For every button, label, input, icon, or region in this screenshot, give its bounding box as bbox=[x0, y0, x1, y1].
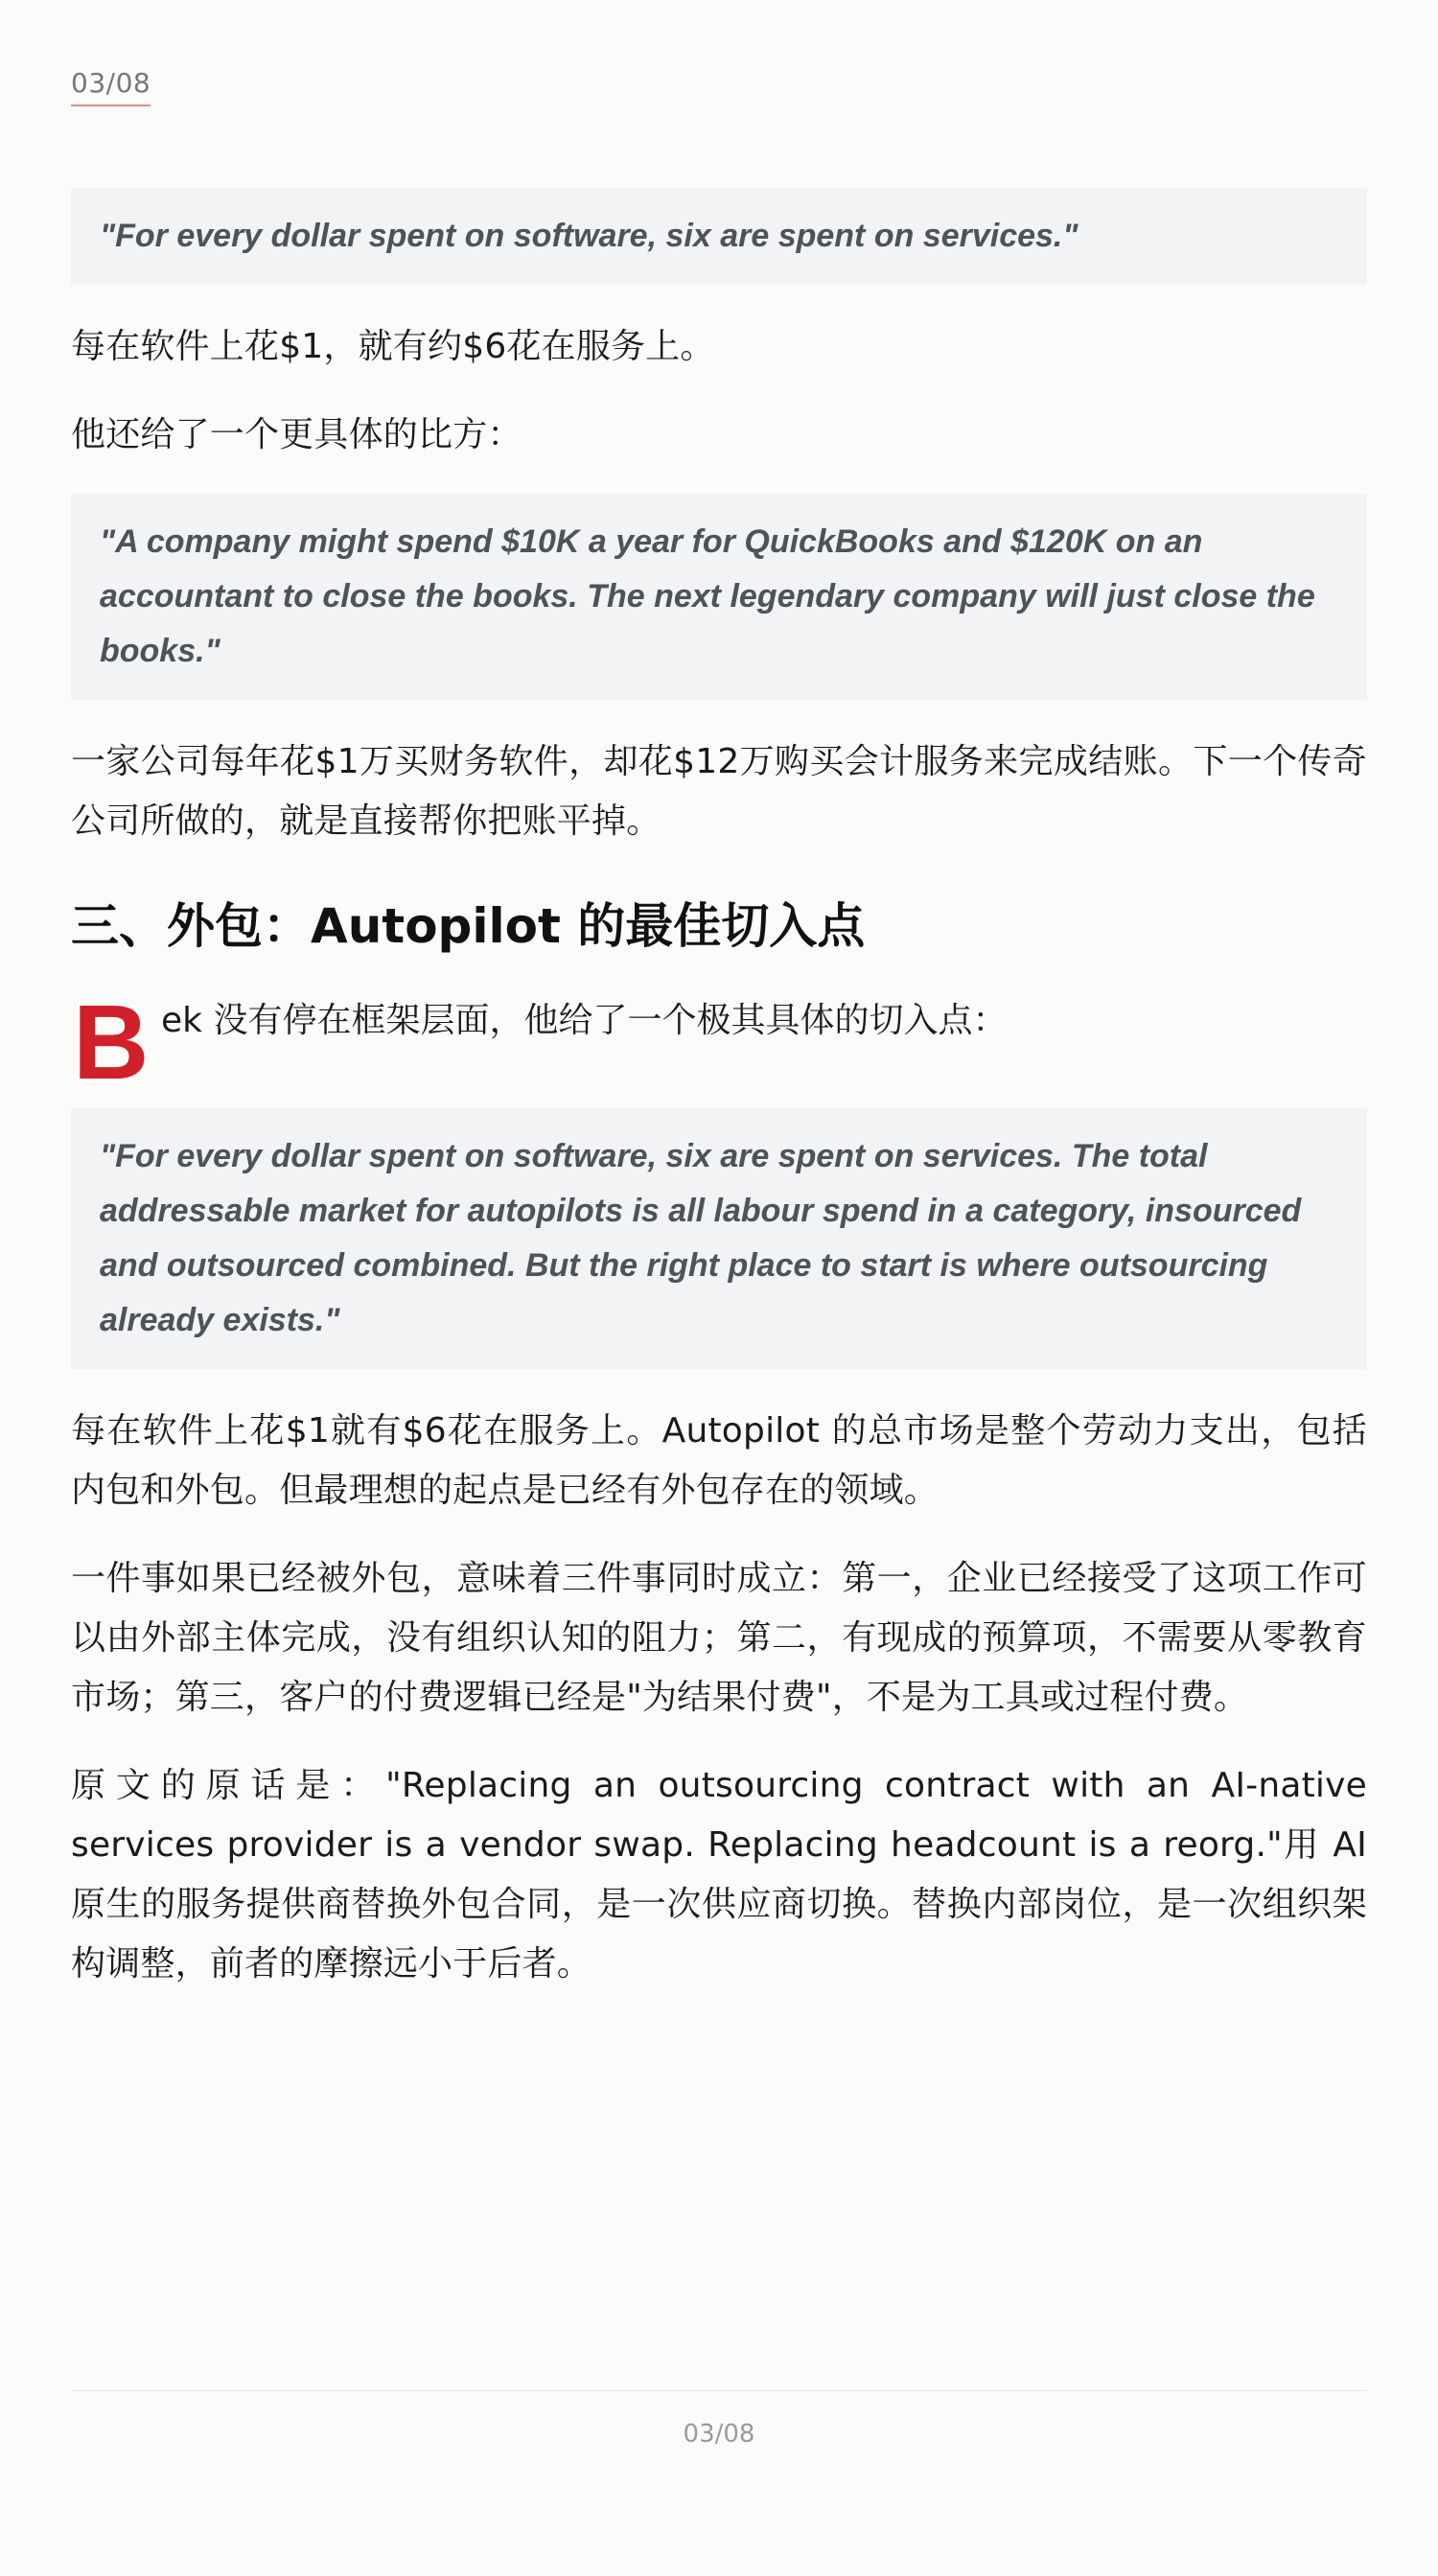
paragraph-4: 每在软件上花$1就有$6花在服务上。Autopilot 的总市场是整个劳动力支出，包括内包和外包。但最理想的起点是已经有外包存在的领域。 bbox=[71, 1411, 1367, 1510]
page-number-bottom: 03/08 bbox=[683, 2420, 755, 2448]
paragraph-1: 每在软件上花$1，就有约$6花在服务上。 bbox=[71, 327, 715, 366]
article-content bbox=[71, 188, 1367, 2023]
quote-block-3: "For every dollar spent on software, six are spent on services. The total addressable market for autopilots is all labour spend in a category, insourced and outsourced combined. But the right place to start is where outsourcing already exists." bbox=[71, 1108, 1367, 1369]
dropcap-paragraph bbox=[71, 984, 1367, 1102]
footer-divider bbox=[71, 2390, 1367, 2391]
paragraph-5: 一件事如果已经被外包，意味着三件事同时成立：第一，企业已经接受了这项工作可以由外部主体完成，没有组织认知的阻力；第二，有现成的预算项，不需要从零教育市场；第三，客户的付费逻辑已经是"为结果付费"，不是为工具或过程付费。 bbox=[71, 1559, 1367, 1717]
drop-cap-letter: B bbox=[73, 984, 150, 1102]
dropcap-paragraph-text: ek 没有停在框架层面，他给了一个极其具体的切入点： bbox=[161, 1001, 1008, 1040]
paragraph-6: 原文的原话是："Replacing an outsourcing contract with an AI-native services provider is a vendor swap. Replacing headcount is a reorg."用 AI 原生的服务提供商替换外包合同，是一次供应商切换。替换内部岗位，是一次组织架构调整，前者的摩擦远小于后者。 bbox=[71, 1766, 1367, 1984]
page-number-top: 03/08 bbox=[71, 67, 151, 106]
paragraph-3: 一家公司每年花$1万买财务软件，却花$12万购买会计服务来完成结账。下一个传奇公司所做的，就是直接帮你把账平掉。 bbox=[71, 742, 1367, 841]
section-heading: 三、外包：Autopilot 的最佳切入点 bbox=[71, 898, 866, 954]
quote-block-2: "A company might spend $10K a year for QuickBooks and $120K on an accountant to close the books. The next legendary company will just close the books." bbox=[71, 494, 1367, 700]
quote-block-1: "For every dollar spent on software, six are spent on services." bbox=[71, 188, 1367, 285]
paragraph-2: 他还给了一个更具体的比方： bbox=[71, 415, 522, 454]
